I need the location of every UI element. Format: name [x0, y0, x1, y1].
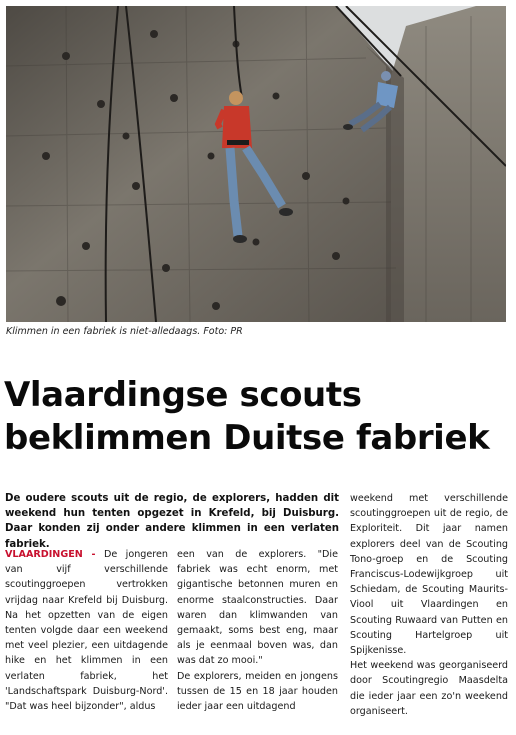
- body-column-3: [350, 491, 508, 719]
- article-intro: De oudere scouts uit de regio, de explorers, hadden dit weekend hun tenten opgezet in Krefeld, bij Duisburg. Daar konden zij onder andere klimmen in een verlaten fabriek.: [5, 493, 339, 550]
- climbing-wall-image: [6, 6, 506, 322]
- body-paragraph-4: weekend met verschillende scoutinggroepen uit de regio, de Exploriteit. Dit jaar namen explorers deel van de Scouting Tono-groep en de Scouting Franciscus-Lodewijkgroep uit Schiedam, de Scouting Maurits-Viool uit Vlaardingen en Scouting Ruwaard van Putten en Scouting Hartelgroep uit Spijkenisse.: [350, 493, 508, 657]
- body-column-1: [5, 547, 168, 714]
- body-paragraph-1: De jongeren van vijf verschillende scoutinggroepen vertrokken vrijdag naar Krefeld bij Duisburg. Na het opzetten van de eigen tenten volgde daar een weekend met veel plezier, een uitdagende hike en het klimmen in een verlaten fabriek, het 'Landschaftspark Duisburg-Nord'. "Dat was heel bijzonder", aldus: [5, 549, 168, 713]
- headline-line-1: Vlaardingse scouts: [4, 375, 362, 415]
- dateline: VLAARDINGEN -: [5, 549, 96, 560]
- body-paragraph-2: een van de explorers. "Die fabriek was echt enorm, met gigantische betonnen muren en enorme staalconstructies. Daar waren dan klimwanden van gemaakt, soms best eng, maar als je eenmaal boven was, dan was dat zo mooi.": [177, 549, 338, 667]
- article-photo: [6, 6, 506, 322]
- photo-caption: Klimmen in een fabriek is niet-alledaags. Foto: PR: [6, 326, 243, 337]
- headline-line-2: beklimmen Duitse fabriek: [4, 418, 490, 458]
- body-column-2: [177, 547, 338, 714]
- article-headline: [4, 374, 512, 460]
- body-paragraph-5: Het weekend was georganiseerd door Scoutingregio Maasdelta die ieder jaar een zo'n weekend organiseert.: [350, 660, 508, 717]
- body-paragraph-3: De explorers, meiden en jongens tussen de 15 en 18 jaar houden ieder jaar een uitdagend: [177, 670, 338, 713]
